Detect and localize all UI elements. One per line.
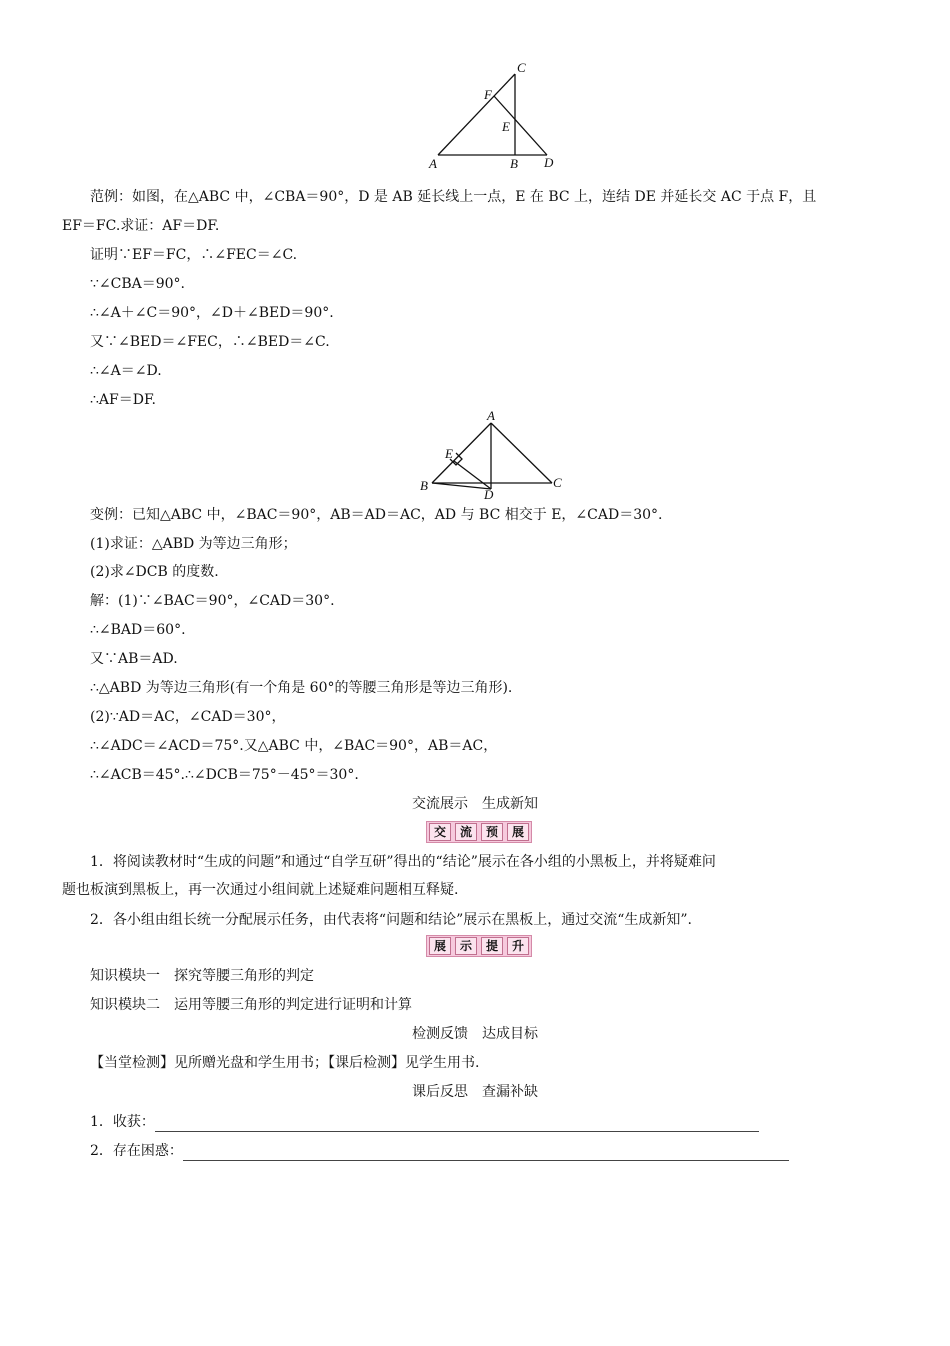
variant-line-5: ∴∠BAD＝60°.: [90, 622, 186, 638]
variant-line-1: 变例：已知△ABC 中，∠BAC＝90°，AB＝AD＝AC，AD 与 BC 相交于 E，∠CAD＝30°.: [90, 507, 663, 523]
variant-line-4: 解：(1)∵∠BAC＝90°，∠CAD＝30°.: [90, 593, 335, 609]
label-A: A: [429, 156, 437, 171]
confusion-answer-line[interactable]: [183, 1146, 789, 1161]
proof-line-5: ∴∠A＝∠D.: [90, 363, 162, 379]
example-problem-line-1: 范例：如图，在△ABC 中，∠CBA＝90°，D 是 AB 延长线上一点，E 在 BC 上，连结 DE 并延长交 AC 于点 F，且: [90, 189, 817, 205]
banner-show-improve: [426, 935, 532, 957]
label-B: B: [510, 156, 518, 171]
banner-char: 展: [507, 823, 529, 841]
banner-char: 示: [455, 937, 477, 955]
label-D: D: [484, 487, 494, 500]
knowledge-module-2: 知识模块二 运用等腰三角形的判定进行证明和计算: [90, 997, 412, 1013]
exchange-item-2: 2．各小组由组长统一分配展示任务，由代表将“问题和结论”展示在黑板上，通过交流“生成新知”.: [90, 912, 692, 928]
banner-char: 提: [481, 937, 503, 955]
figure-1-triangle-diagram: [420, 60, 570, 175]
segment-BD: [432, 483, 491, 489]
gain-answer-line[interactable]: [155, 1117, 759, 1132]
variant-line-10: ∴∠ACB＝45°.∴∠DCB＝75°－45°＝30°.: [90, 767, 359, 783]
label-B: B: [420, 478, 428, 493]
label-F: F: [484, 87, 492, 102]
example-problem-line-2: EF＝FC.求证：AF＝DF.: [62, 218, 220, 234]
proof-line-1: 证明∵EF＝FC，∴∠FEC＝∠C.: [90, 247, 298, 263]
section-title-check: 检测反馈 达成目标: [412, 1026, 538, 1042]
proof-line-3: ∴∠A＋∠C＝90°，∠D＋∠BED＝90°.: [90, 305, 334, 321]
banner-exchange-preview: [426, 821, 532, 843]
label-E: E: [445, 446, 453, 461]
section-title-reflect: 课后反思 查漏补缺: [412, 1084, 538, 1100]
variant-line-2: (1)求证：△ABD 为等边三角形；: [90, 536, 297, 552]
reflect-item-confusion-label: 2．存在困惑：: [90, 1143, 183, 1159]
segment-AC: [491, 423, 552, 483]
section-title-exchange: 交流展示 生成新知: [412, 796, 538, 812]
exchange-item-1-line-2: 题也板演到黑板上，再一次通过小组间就上述疑难问题相互释疑.: [62, 882, 459, 898]
reflect-item-confusion: [90, 1141, 789, 1161]
knowledge-module-1: 知识模块一 探究等腰三角形的判定: [90, 968, 314, 984]
proof-line-4: 又∵∠BED＝∠FEC，∴∠BED＝∠C.: [90, 334, 330, 350]
exchange-item-1-line-1: 1．将阅读教材时“生成的问题”和通过“自学互研”得出的“结论”展示在各小组的小黑板上，并将疑难问: [90, 854, 716, 870]
banner-char: 流: [455, 823, 477, 841]
variant-line-3: (2)求∠DCB 的度数.: [90, 564, 219, 580]
reflect-item-gain: [90, 1112, 759, 1132]
label-D: D: [544, 155, 554, 170]
variant-line-6: 又∵AB＝AD.: [90, 651, 178, 667]
banner-char: 交: [429, 823, 451, 841]
segment-AB: [432, 423, 491, 483]
label-A: A: [487, 408, 495, 423]
variant-line-8: (2)∵AD＝AC，∠CAD＝30°，: [90, 709, 286, 725]
segment-DE: [454, 461, 491, 489]
reflect-item-gain-label: 1．收获：: [90, 1114, 155, 1130]
check-text: 【当堂检测】见所赠光盘和学生用书；【课后检测】见学生用书.: [90, 1055, 480, 1071]
figure-2-triangle-diagram: [412, 408, 572, 500]
banner-char: 展: [429, 937, 451, 955]
variant-line-9: ∴∠ADC＝∠ACD＝75°.又△ABC 中，∠BAC＝90°，AB＝AC，: [90, 738, 498, 754]
label-C: C: [517, 60, 526, 75]
label-E: E: [502, 119, 510, 134]
segment-AC: [438, 74, 515, 155]
variant-line-7: ∴△ABD 为等边三角形(有一个角是 60°的等腰三角形是等边三角形).: [90, 680, 513, 696]
proof-line-2: ∵∠CBA＝90°.: [90, 276, 186, 292]
banner-char: 升: [507, 937, 529, 955]
banner-char: 预: [481, 823, 503, 841]
label-C: C: [553, 475, 562, 490]
proof-line-6: ∴AF＝DF.: [90, 392, 156, 408]
